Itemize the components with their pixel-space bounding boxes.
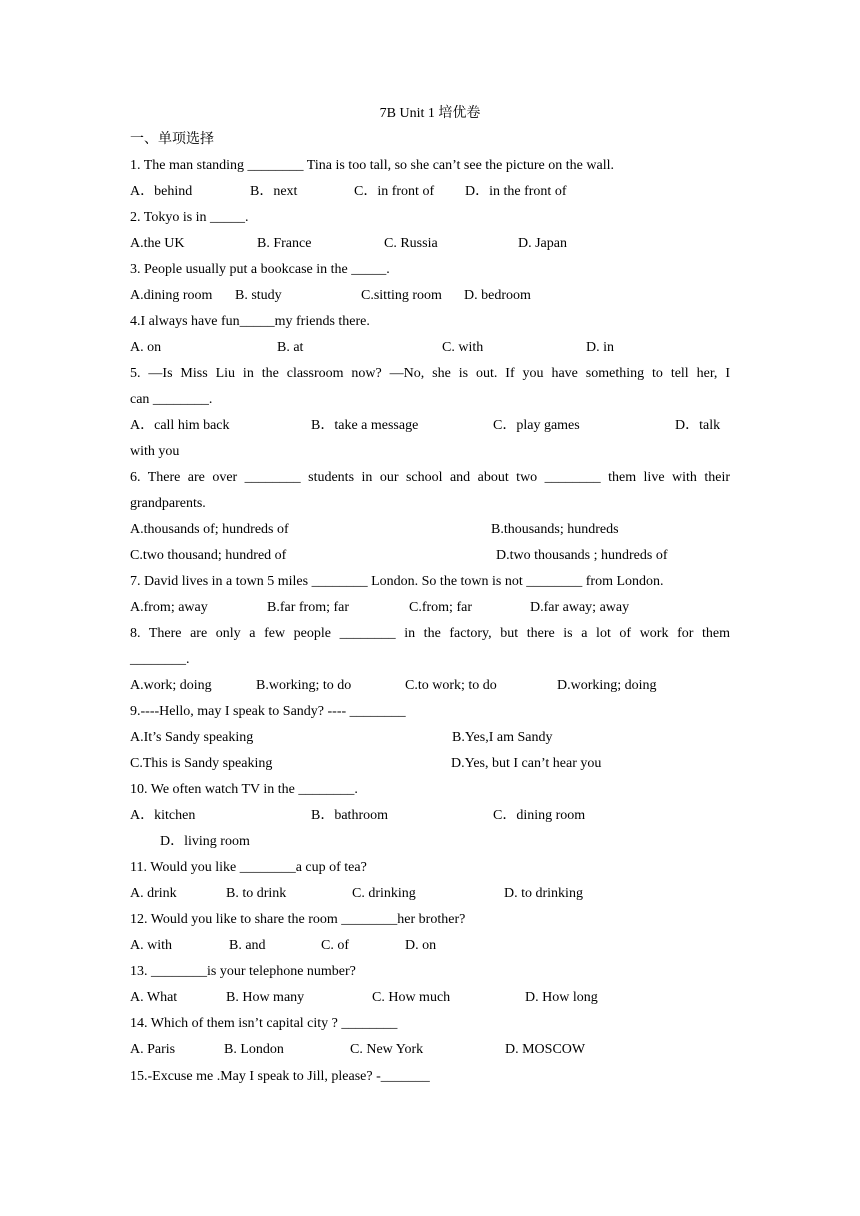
question-6-stem-line-1: 6. There are over ________ students in our school and about two ________ them live with their: [130, 470, 730, 485]
option-d: D. in: [586, 340, 614, 355]
option-d: D.Yes, but I can’t hear you: [451, 756, 602, 771]
option-b: B. How many: [226, 990, 305, 1005]
question-8-options: [130, 673, 730, 699]
section-heading: 一、单项选择: [130, 132, 214, 147]
question-2-options: [130, 231, 730, 257]
option-d: D. MOSCOW: [505, 1042, 586, 1057]
question-10-option-d-line: [130, 829, 730, 855]
option-b: B.Yes,I am Sandy: [452, 730, 553, 745]
question-6-options-cd: [130, 543, 730, 569]
option-c: C.from; far: [409, 600, 472, 615]
option-d: D. bedroom: [464, 288, 531, 303]
question-4-stem: 4.I always have fun_____my friends there.: [130, 314, 370, 329]
question-3-stem: 3. People usually put a bookcase in the _____.: [130, 262, 390, 277]
option-c: C.to work; to do: [405, 678, 497, 693]
question-13-stem: 13. ________is your telephone number?: [130, 964, 356, 979]
option-b: B. at: [277, 340, 304, 355]
option-c: C. How much: [372, 990, 451, 1005]
option-b: B.thousands; hundreds: [491, 522, 619, 537]
option-d: D.two thousands ; hundreds of: [496, 548, 668, 563]
option-a: A.dining room: [130, 288, 213, 303]
option-c: C. with: [442, 340, 484, 355]
option-a: A. What: [130, 990, 178, 1005]
option-c: C. drinking: [352, 886, 416, 901]
option-a: A. drink: [130, 886, 177, 901]
question-6-stem-line-2: grandparents.: [130, 496, 206, 511]
option-b: B．bathroom: [311, 808, 388, 823]
question-1-options: [130, 179, 730, 205]
question-2-stem: 2. Tokyo is in _____.: [130, 210, 249, 225]
question-12-stem: 12. Would you like to share the room ________her brother?: [130, 912, 466, 927]
option-a: A. on: [130, 340, 162, 355]
page-title: 7B Unit 1 培优卷: [379, 106, 481, 121]
question-10-options: [130, 803, 730, 829]
question-9-stem: 9.----Hello, may I speak to Sandy? ---- ________: [130, 704, 406, 719]
option-a: A.work; doing: [130, 678, 212, 693]
question-4-options: [130, 335, 730, 361]
option-c: C. of: [321, 938, 349, 953]
option-a: A．kitchen: [130, 808, 196, 823]
option-c: C.sitting room: [361, 288, 442, 303]
option-a: A.from; away: [130, 600, 208, 615]
question-5-stem-line-2: can ________.: [130, 392, 213, 407]
option-d: D. Japan: [518, 236, 567, 251]
option-a: A.thousands of; hundreds of: [130, 522, 289, 537]
question-11-stem: 11. Would you like ________a cup of tea?: [130, 860, 367, 875]
option-b: B.working; to do: [256, 678, 352, 693]
question-5-option-d-continued: with you: [130, 444, 180, 459]
question-14-stem: 14. Which of them isn’t capital city ? ________: [130, 1016, 398, 1031]
question-8-stem-line-2: ________.: [130, 652, 190, 667]
question-14-options: [130, 1037, 730, 1063]
option-a: A．call him back: [130, 418, 230, 433]
option-c: C.This is Sandy speaking: [130, 756, 273, 771]
option-d: D．in the front of: [465, 184, 567, 199]
question-13-options: [130, 985, 730, 1011]
option-b: B. and: [229, 938, 266, 953]
option-d: D．talk: [675, 418, 721, 433]
option-a: A.It’s Sandy speaking: [130, 730, 254, 745]
option-d: D.far away; away: [530, 600, 630, 615]
option-c: C.two thousand; hundred of: [130, 548, 287, 563]
option-b: B．take a message: [311, 418, 419, 433]
question-1-stem: 1. The man standing ________ Tina is too tall, so she can’t see the picture on the wall.: [130, 158, 614, 173]
question-11-options: [130, 881, 730, 907]
option-c: C. New York: [350, 1042, 424, 1057]
option-c: C．dining room: [493, 808, 586, 823]
question-15-stem: 15.-Excuse me .May I speak to Jill, please? -_______: [130, 1069, 430, 1084]
question-3-options: [130, 283, 730, 309]
option-b: B. to drink: [226, 886, 287, 901]
question-8-stem-line-1: 8. There are only a few people ________ in the factory, but there is a lot of work for them: [130, 626, 730, 641]
option-d: D. on: [405, 938, 437, 953]
option-b: B.far from; far: [267, 600, 350, 615]
question-9-options-cd: [130, 751, 730, 777]
option-d: D.working; doing: [557, 678, 657, 693]
option-a: A. Paris: [130, 1042, 176, 1057]
question-6-options-ab: [130, 517, 730, 543]
option-a: A. with: [130, 938, 172, 953]
option-c: C．in front of: [354, 184, 435, 199]
option-a: A．behind: [130, 184, 193, 199]
option-b: B. London: [224, 1042, 284, 1057]
question-5-stem-line-1: 5. —Is Miss Liu in the classroom now? —No, she is out. If you have something to tell her, I: [130, 366, 730, 381]
option-c: C．play games: [493, 418, 580, 433]
question-7-stem: 7. David lives in a town 5 miles ________ London. So the town is not ________ from London.: [130, 574, 664, 589]
question-7-options: [130, 595, 730, 621]
option-a: A.the UK: [130, 236, 185, 251]
option-d: D．living room: [160, 834, 250, 849]
question-5-options: [130, 413, 730, 439]
option-c: C. Russia: [384, 236, 438, 251]
question-12-options: [130, 933, 730, 959]
question-9-options-ab: [130, 725, 730, 751]
question-10-stem: 10. We often watch TV in the ________.: [130, 782, 358, 797]
option-b: B. study: [235, 288, 282, 303]
option-d: D. to drinking: [504, 886, 583, 901]
option-d: D. How long: [525, 990, 598, 1005]
option-b: B．next: [250, 184, 298, 199]
option-b: B. France: [257, 236, 312, 251]
